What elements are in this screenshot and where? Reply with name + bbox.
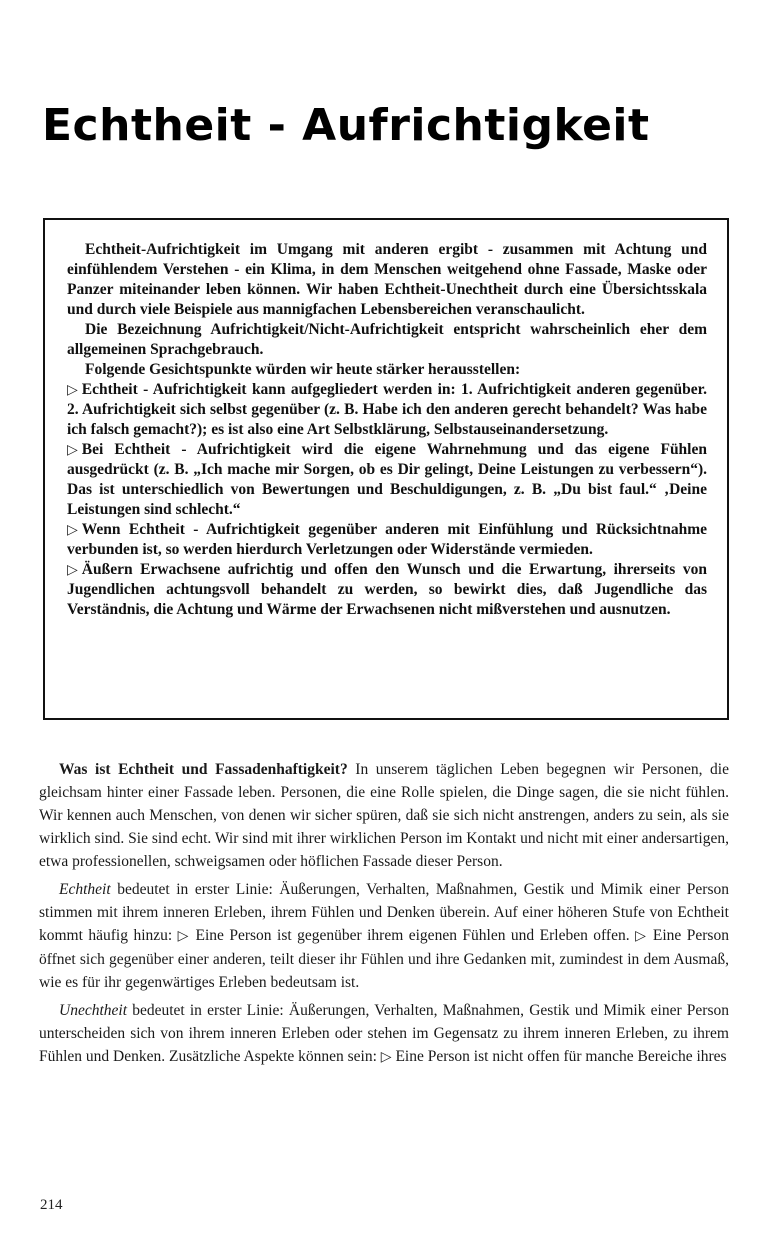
summary-bullet-text: Wenn Echtheit - Aufrichtigkeit gegenüber anderen mit Einfühlung und Rücksichtnahme verbunden ist, so werden hierdurch Verletzungen oder Widerstände vermieden.: [67, 521, 707, 558]
summary-bullet-text: Bei Echtheit - Aufrichtigkeit wird die eigene Wahrnehmung und das eigene Fühlen ausgedrückt (z. B. „Ich mache mir Sorgen, ob es Dir gelingt, Deine Leistungen zu verbessern“). Das ist unterschiedlich von Bewertungen und Beschuldigungen, z. B. „Du bist faul.“ ‚Deine Leistungen sind schlecht.“: [67, 441, 707, 518]
body-paragraph: [39, 878, 729, 994]
summary-bullet: [67, 440, 707, 520]
triangle-bullet-icon: ▷: [67, 523, 78, 538]
section-heading: Was ist Echtheit und Fassadenhaftigkeit?: [59, 761, 348, 778]
page-number: 214: [40, 1197, 63, 1213]
summary-bullet-text: Äußern Erwachsene aufrichtig und offen den Wunsch und die Erwartung, ihrerseits von Jugendlichen achtungsvoll behandelt zu werden, so bewirkt dies, daß Jugendliche das Verständnis, die Achtung und Wärme der Erwachsenen nicht mißverstehen und ausnutzen.: [67, 561, 707, 618]
body-paragraph-text: Eine Person öffnet sich gegenüber einer anderen, teilt dieser ihr Fühlen und ihre Gedanken mit, zumindest in dem Ausmaß, wie es für ihr gegenwärtiges Erleben bedeutsam ist.: [39, 927, 729, 991]
summary-bullet: [67, 560, 707, 620]
body-paragraph-text: Eine Person ist nicht offen für manche Bereiche ihres: [391, 1048, 727, 1065]
summary-bullet: [67, 520, 707, 560]
summary-paragraph: Die Bezeichnung Aufrichtigkeit/Nicht-Aufrichtigkeit entspricht wahrscheinlich eher dem allgemeinen Sprachgebrauch.: [67, 321, 707, 358]
summary-box: [43, 218, 729, 720]
body-paragraph-text: In unserem täglichen Leben begegnen wir Personen, die gleichsam hinter einer Fassade leben. Personen, die eine Rolle spielen, die Dinge sagen, die sie nicht fühlen. Wir kennen auch Menschen, von denen wir sicher spüren, daß sie sich nicht anstrengen, anders zu sein, als sie wirklich sind. Sie sind echt. Wir sind mit ihrer wirklichen Person im Kontakt und nicht mit einer andersartigen, etwa professionellen, schweigsamen oder höflichen Fassade dieser Person.: [39, 761, 729, 870]
triangle-bullet-icon: ▷: [67, 443, 78, 458]
triangle-bullet-icon: ▷: [635, 929, 648, 944]
body-text: [39, 758, 729, 1074]
summary-paragraph: Folgende Gesichtspunkte würden wir heute stärker herausstellen:: [85, 361, 521, 378]
page-title: Echtheit - Aufrichtigkeit: [42, 100, 650, 151]
summary-paragraph: Echtheit-Aufrichtigkeit im Umgang mit anderen ergibt - zusammen mit Achtung und einfühlendem Verstehen - ein Klima, in dem Menschen weitgehend ohne Fassade, Maske oder Panzer miteinander leben können. Wir haben Echtheit-Unechtheit durch eine Übersichtsskala und durch viele Beispiele aus mannigfachen Lebensbereichen veranschaulicht.: [67, 241, 707, 318]
body-paragraph: [39, 758, 729, 873]
body-paragraph-text: Eine Person ist gegenüber ihrem eigenen Fühlen und Erleben offen.: [190, 927, 636, 944]
summary-bullet: [67, 380, 707, 440]
triangle-bullet-icon: ▷: [177, 929, 191, 944]
term-echtheit: Echtheit: [59, 881, 111, 898]
triangle-bullet-icon: ▷: [67, 563, 78, 578]
triangle-bullet-icon: ▷: [380, 1050, 392, 1065]
term-unechtheit: Unechtheit: [59, 1002, 128, 1019]
body-paragraph-text: bedeutet in erster Linie: Äußerungen, Verhalten, Maßnahmen, Gestik und Mimik einer Person unterscheiden sich von ihrem inneren Erleben oder stehen im Gegensatz zu ihrem inneren Erleben, zu ihrem Fühlen und Denken. Zusätzliche Aspekte können sein:: [39, 1002, 729, 1065]
triangle-bullet-icon: ▷: [67, 383, 78, 398]
body-paragraph-text: bedeutet in erster Linie: Äußerungen, Verhalten, Maßnahmen, Gestik und Mimik einer Person stimmen mit ihrem inneren Erleben, ihrem Fühlen und Denken überein. Auf einer höheren Stufe von Echtheit kommt häufig hinzu:: [39, 881, 729, 944]
body-paragraph: [39, 999, 729, 1069]
summary-bullet-text: Echtheit - Aufrichtigkeit kann aufgegliedert werden in: 1. Aufrichtigkeit anderen gegenüber. 2. Aufrichtigkeit sich selbst gegenüber (z. B. Habe ich den anderen gerecht behandelt? Was habe ich falsch gemacht?); es ist also eine Art Selbstklärung, Selbstauseinandersetzung.: [67, 381, 707, 438]
